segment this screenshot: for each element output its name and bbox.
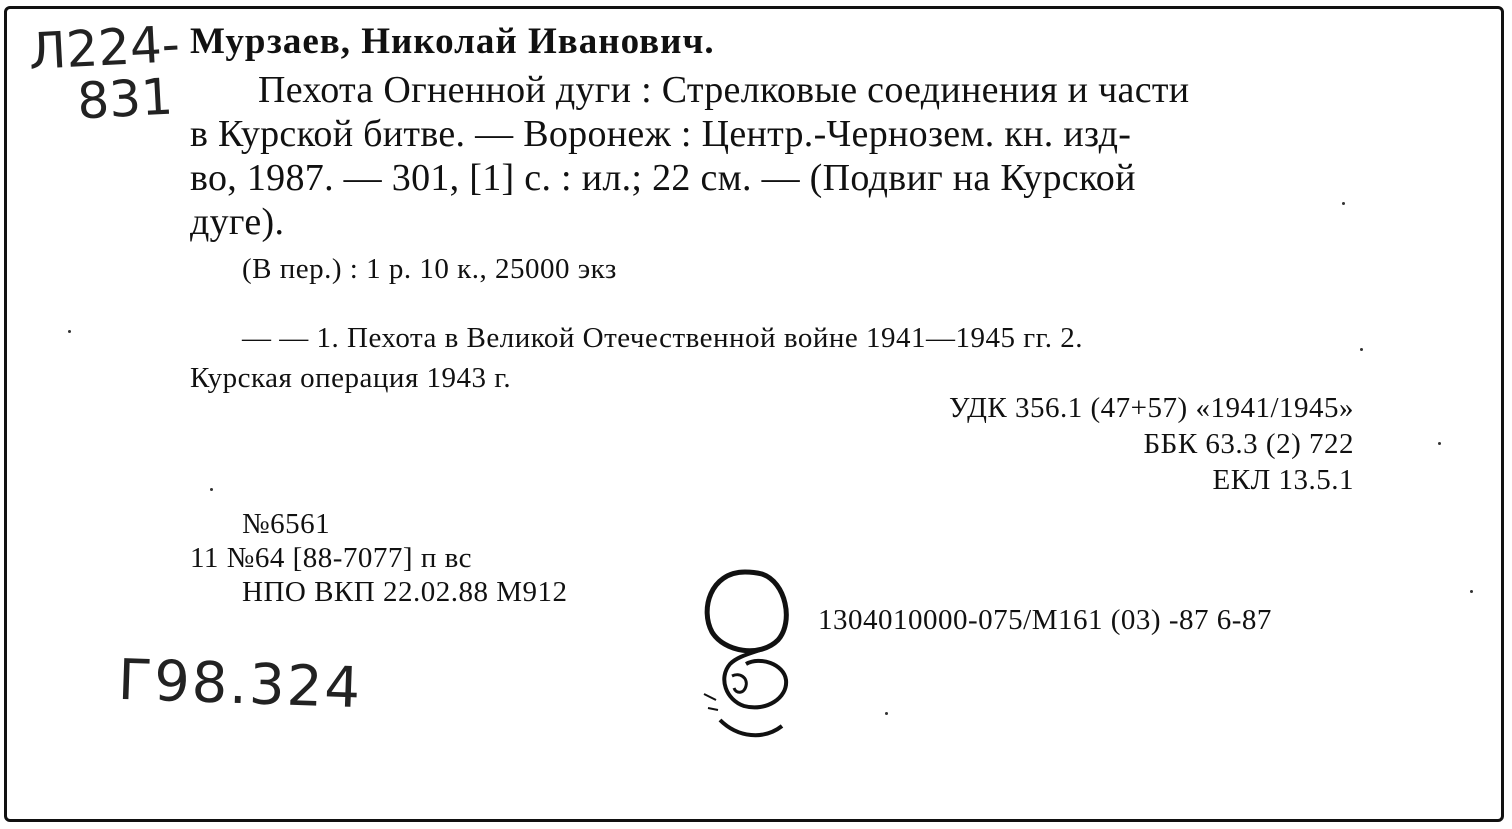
call-number-line2: 831	[75, 67, 175, 131]
speck	[1360, 348, 1363, 351]
ekl-code: ЕКЛ 13.5.1	[1212, 464, 1354, 496]
title-line-1: Пехота Огненной дуги : Стрелковые соединения и части	[258, 69, 1190, 111]
order-line: 11 №64 [88-7077] п вс	[190, 542, 472, 574]
udk-code: УДК 356.1 (47+57) «1941/1945»	[949, 392, 1354, 424]
speck	[1342, 202, 1345, 205]
speck	[68, 330, 71, 333]
handwritten-call-number	[27, 15, 183, 131]
title-line-4: дуге).	[190, 201, 285, 243]
bbk-code: ББК 63.3 (2) 722	[1143, 428, 1354, 460]
index-code: 1304010000-075/М161 (03) -87 6-87	[818, 604, 1272, 636]
price-line: (В пер.) : 1 р. 10 к., 25000 экз	[242, 253, 617, 285]
card-number: №6561	[242, 508, 331, 540]
speck	[1438, 442, 1441, 445]
publisher-line: НПО ВКП 22.02.88 М912	[242, 576, 568, 608]
author-heading: Мурзаев, Николай Иванович.	[190, 21, 715, 62]
speck	[1470, 590, 1473, 593]
subject-line-2: Курская операция 1943 г.	[190, 362, 512, 394]
call-number-line1: Л224-	[27, 15, 182, 81]
speck	[210, 488, 213, 491]
speck	[885, 712, 888, 715]
subject-line-1: — — 1. Пехота в Великой Отечественной войне 1941—1945 гг. 2.	[242, 322, 1083, 354]
handwritten-shelf-number: Г98.324	[116, 647, 364, 722]
title-line-3: во, 1987. — 301, [1] с. : ил.; 22 см. — (Подвиг на Курской	[190, 157, 1136, 199]
title-line-2: в Курской битве. — Воронеж : Центр.-Чернозем. кн. изд-	[190, 113, 1132, 155]
scribble-mark	[690, 560, 810, 750]
